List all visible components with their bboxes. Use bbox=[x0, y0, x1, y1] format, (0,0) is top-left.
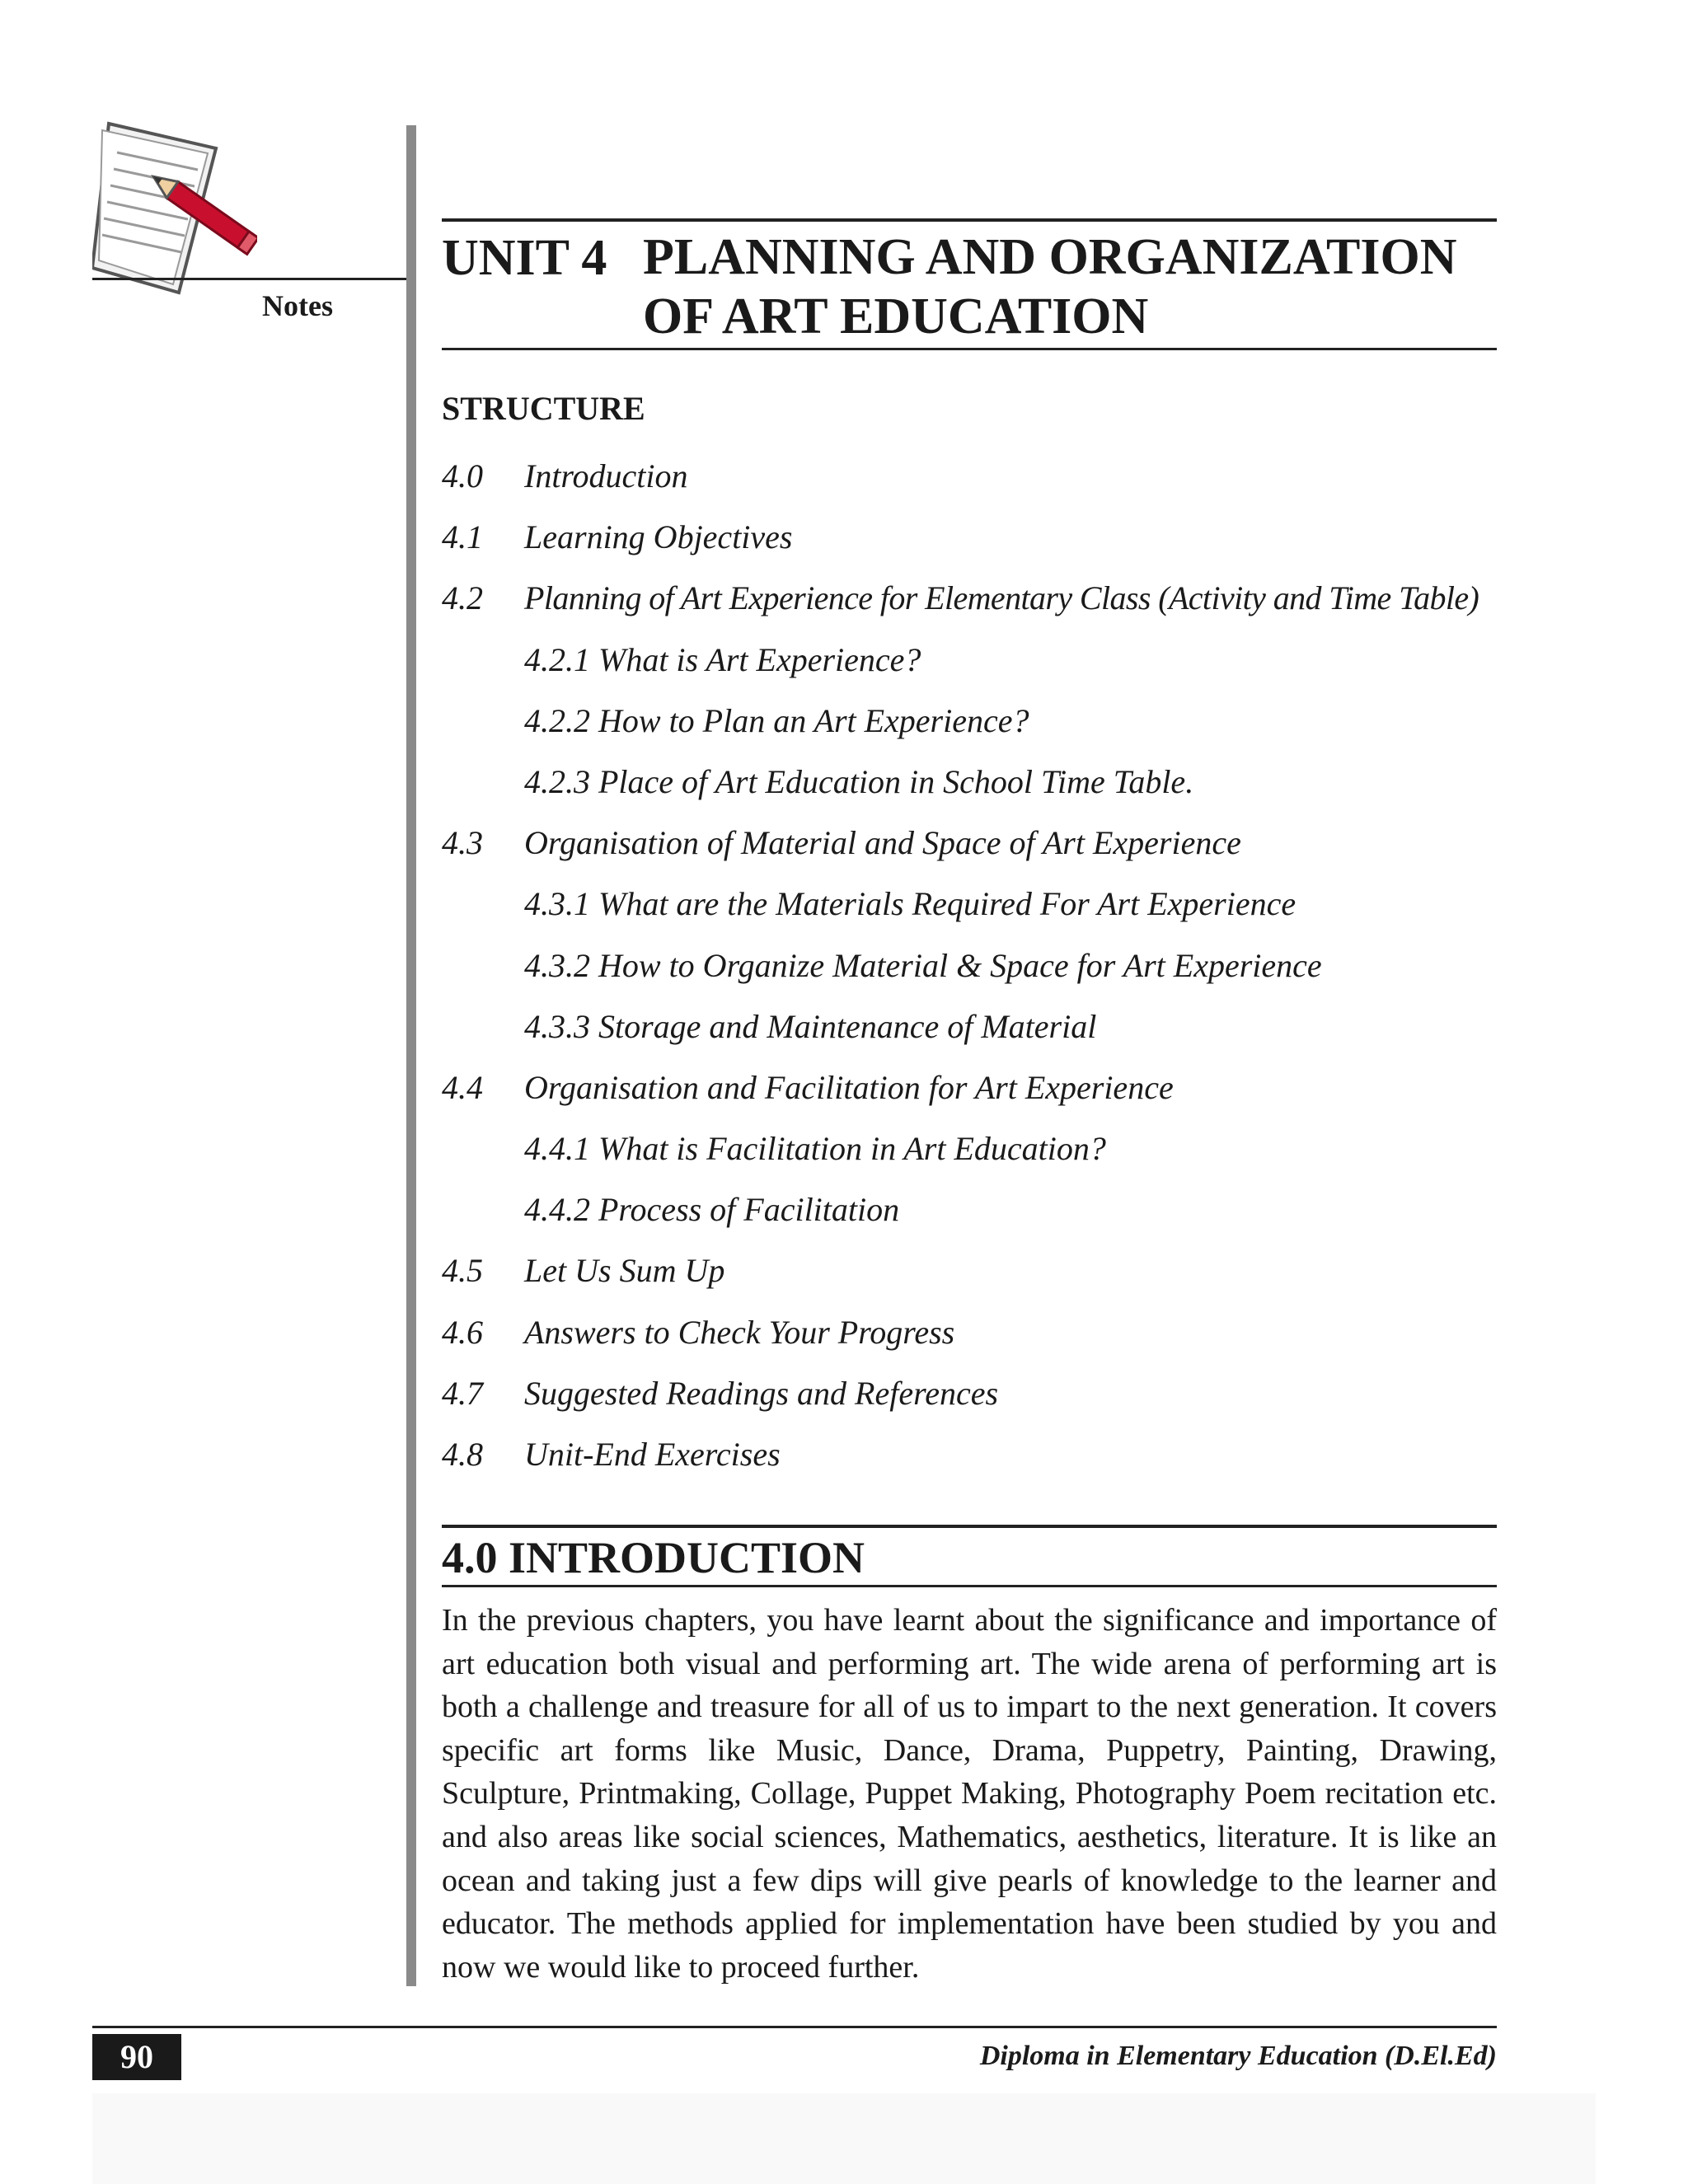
notes-rule bbox=[92, 278, 409, 280]
toc-subitem: 4.2.3 Place of Art Education in School Time Table. bbox=[524, 762, 1194, 800]
notepad-pencil-icon bbox=[92, 115, 257, 305]
structure-heading: STRUCTURE bbox=[442, 390, 645, 427]
toc-subitem: 4.4.2 Process of Facilitation bbox=[524, 1191, 900, 1229]
margin-bar bbox=[406, 125, 416, 1986]
structure-list bbox=[442, 452, 1505, 1491]
toc-subitem: 4.3.3 Storage and Maintenance of Material bbox=[524, 1007, 1097, 1045]
footer-rule bbox=[92, 2026, 1497, 2028]
section-heading-introduction: 4.0 INTRODUCTION bbox=[442, 1533, 865, 1582]
toc-item: 4.6 Answers to Check Your Progress bbox=[442, 1313, 955, 1351]
unit-number: UNIT 4 bbox=[442, 230, 607, 286]
toc-item: 4.1 Learning Objectives bbox=[442, 518, 793, 556]
toc-subitem: 4.4.1 What is Facilitation in Art Education? bbox=[524, 1130, 1106, 1168]
intro-rule-top bbox=[442, 1525, 1497, 1528]
toc-item: 4.3 Organisation of Material and Space of Art Experience bbox=[442, 824, 1241, 862]
unit-title bbox=[643, 227, 1500, 346]
toc-subitem: 4.3.1 What are the Materials Required For Art Experience bbox=[524, 885, 1296, 923]
toc-subitem: 4.2.2 How to Plan an Art Experience? bbox=[524, 701, 1029, 739]
page-number: 90 bbox=[92, 2034, 181, 2080]
toc-item: 4.4 Organisation and Facilitation for Art Experience bbox=[442, 1068, 1174, 1106]
page-bottom-band bbox=[92, 2093, 1596, 2184]
intro-rule-bottom bbox=[442, 1585, 1497, 1587]
toc-item: 4.0 Introduction bbox=[442, 457, 688, 494]
toc-item: 4.7 Suggested Readings and References bbox=[442, 1374, 999, 1412]
introduction-paragraph: In the previous chapters, you have learnt about the significance and importance of art education both visual and performing art. The wide arena of performing art is both a challenge and treasure for all of us to impart to the next generation. It covers specific art forms like Music, Dance, Drama, Puppetry, Painting, Drawing, Sculpture, Printmaking, Collage, Puppet Making, Photography Poem recitation etc. and also areas like social sciences, Mathematics, aesthetics, literature. It is like an ocean and taking just a few dips will give pearls of knowledge to the learner and educator. The methods applied for implementation have been studied by you and now we would like to proceed further. bbox=[442, 1603, 1497, 1985]
unit-title-line1: PLANNING AND ORGANIZATION bbox=[643, 229, 1457, 285]
toc-item: 4.5 Let Us Sum Up bbox=[442, 1252, 725, 1290]
unit-title-line2: OF ART EDUCATION bbox=[643, 288, 1149, 344]
toc-subitem: 4.3.2 How to Organize Material & Space for Art Experience bbox=[524, 946, 1322, 984]
title-rule-bottom bbox=[442, 348, 1497, 350]
title-rule-top bbox=[442, 218, 1497, 222]
toc-item: 4.8 Unit-End Exercises bbox=[442, 1436, 781, 1473]
notes-label: Notes bbox=[262, 289, 333, 322]
toc-subitem: 4.2.1 What is Art Experience? bbox=[524, 640, 921, 678]
toc-item: 4.2 Planning of Art Experience for Elementary Class (Activity and Time Table) bbox=[442, 579, 1479, 617]
footer-course-title: Diploma in Elementary Education (D.El.Ed) bbox=[979, 2041, 1497, 2071]
